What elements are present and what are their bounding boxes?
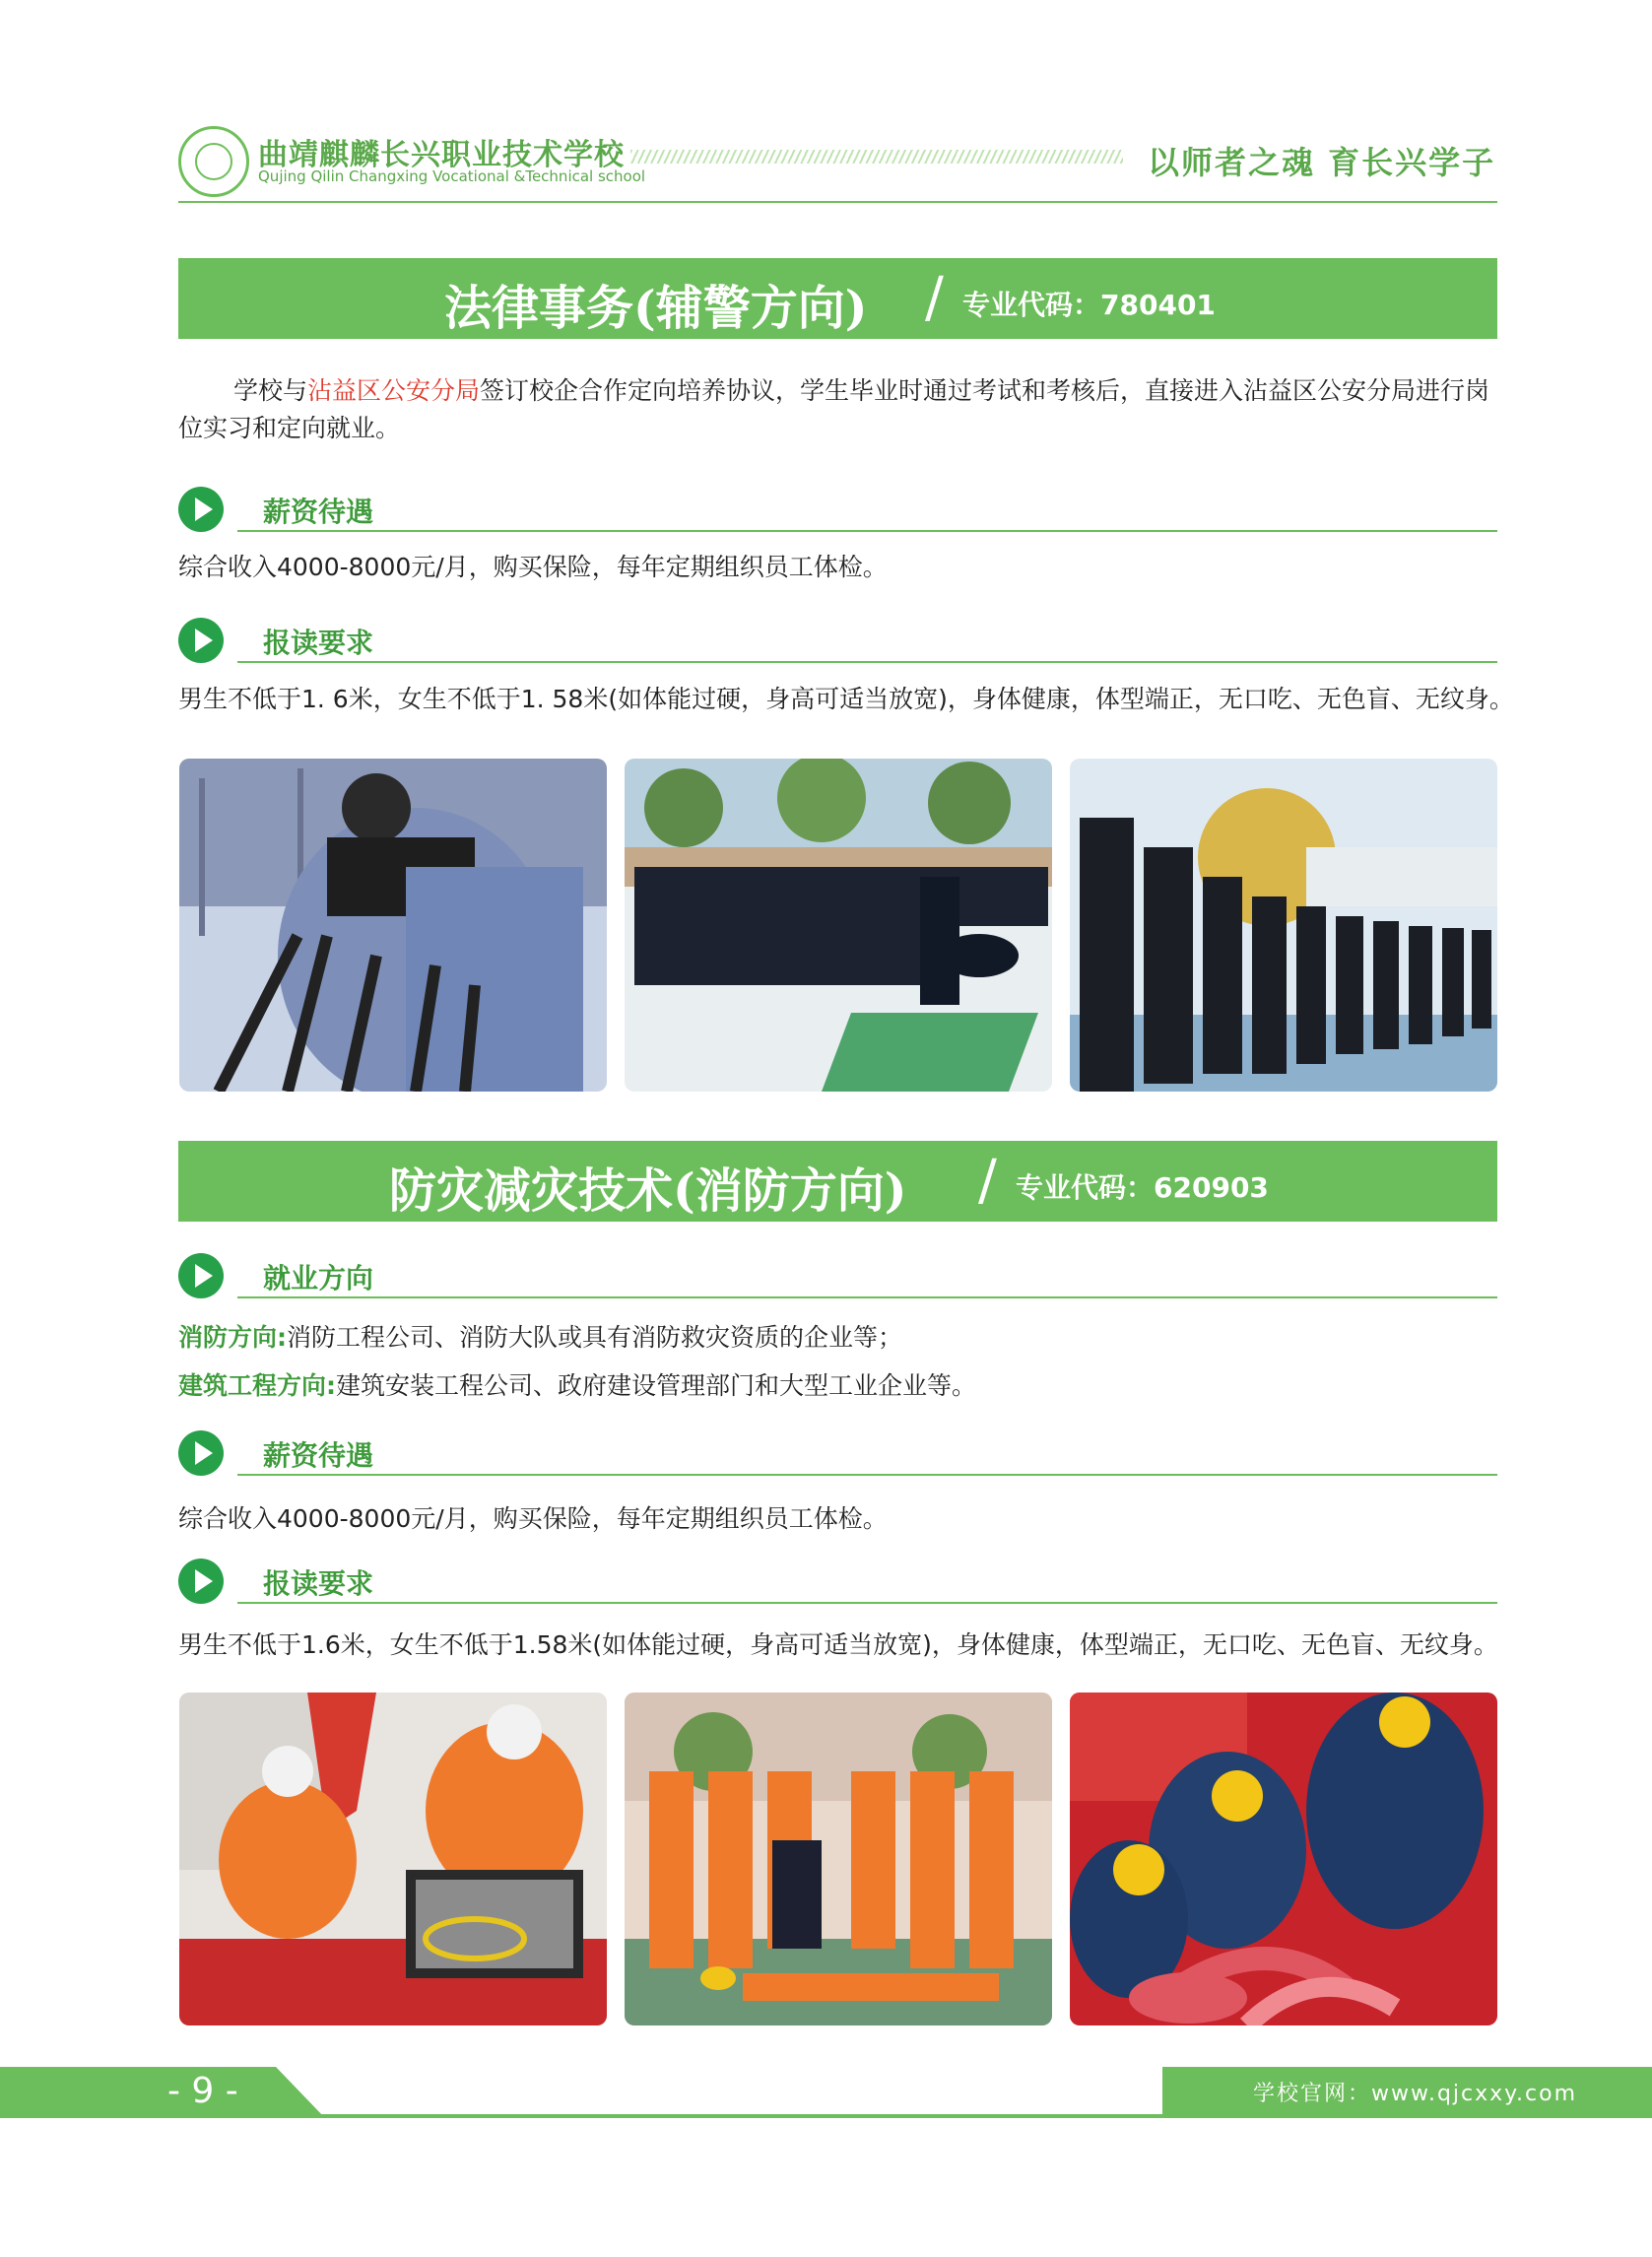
subheading-label: 报读要求 xyxy=(263,627,374,659)
section2-salary-heading xyxy=(178,1430,1497,1478)
school-motto: 以师者之魂 育长兴学子 xyxy=(1148,144,1496,181)
section2-requirements-text: 男生不低于1.6米，女生不低于1.58米(如体能过硬，身高可适当放宽)，身体健康，体型端正，无口吃、无色盲、无纹身。 xyxy=(178,1630,1498,1659)
photo-weapon-training xyxy=(179,759,607,1092)
subheading-rule xyxy=(237,661,1497,663)
footer-left-tab xyxy=(0,2067,325,2118)
photo-firefighter-equipment xyxy=(179,1693,607,2025)
page-footer xyxy=(0,2067,1652,2118)
subheading-rule xyxy=(237,530,1497,532)
section2-employment-heading xyxy=(178,1253,1497,1300)
section1-salary-text: 综合收入4000-8000元/月，购买保险，每年定期组织员工体检。 xyxy=(178,553,888,581)
play-arrow-icon xyxy=(178,487,224,532)
page-number: - 9 - xyxy=(167,2071,238,2111)
section1-salary-heading xyxy=(178,487,1497,534)
subheading-label: 报读要求 xyxy=(263,1567,374,1600)
employment-fire-line: 消防方向:消防工程公司、消防大队或具有消防救灾资质的企业等； xyxy=(178,1323,903,1352)
school-name-en: Qujing Qilin Changxing Vocational &Technical school xyxy=(258,167,646,185)
subheading-label: 薪资待遇 xyxy=(263,1439,374,1472)
footer-bar xyxy=(0,2114,1652,2118)
subheading-rule xyxy=(237,1602,1497,1604)
partner-name: 沾益区公安分局 xyxy=(307,376,481,405)
school-website: 学校官网：www.qjcxxy.com xyxy=(1253,2082,1578,2106)
photo-police-drill xyxy=(625,759,1052,1092)
section1-requirements-heading xyxy=(178,618,1497,665)
photo-firefighter-cpr xyxy=(625,1693,1052,2025)
play-arrow-icon xyxy=(178,618,224,663)
subheading-label: 薪资待遇 xyxy=(263,496,374,528)
header-hatch-divider xyxy=(630,150,1123,164)
subheading-rule xyxy=(237,1296,1497,1298)
school-logo xyxy=(178,126,249,197)
play-arrow-icon xyxy=(178,1559,224,1604)
header-rule xyxy=(178,201,1497,203)
play-arrow-icon xyxy=(178,1253,224,1298)
section2-code: 专业代码：620903 xyxy=(1016,1171,1269,1204)
section2-requirements-heading xyxy=(178,1559,1497,1606)
section2-slash: / xyxy=(978,1149,997,1213)
section1-banner xyxy=(178,258,1497,339)
section2-banner xyxy=(178,1141,1497,1222)
section2-salary-text: 综合收入4000-8000元/月，购买保险，每年定期组织员工体检。 xyxy=(178,1504,888,1533)
subheading-rule xyxy=(237,1474,1497,1476)
section2-title: 防灾减灾技术(消防方向) xyxy=(389,1163,907,1219)
section1-title: 法律事务(辅警方向) xyxy=(444,281,868,336)
photo-police-salute xyxy=(1070,759,1497,1092)
section1-requirements-text: 男生不低于1. 6米，女生不低于1. 58米(如体能过硬，身高可适当放宽)，身体健康，体型端正，无口吃、无色盲、无纹身。 xyxy=(178,685,1514,713)
school-name-cn: 曲靖麒麟长兴职业技术学校 xyxy=(258,138,625,172)
photo-firefighter-hose xyxy=(1070,1693,1497,2025)
play-arrow-icon xyxy=(178,1430,224,1476)
section1-code: 专业代码：780401 xyxy=(962,289,1216,321)
subheading-label: 就业方向 xyxy=(263,1262,374,1294)
section1-slash: / xyxy=(925,266,944,330)
logo-emblem-icon xyxy=(195,143,232,180)
section1-intro: 学校与沾益区公安分局签订校企合作定向培养协议，学生毕业时通过考试和考核后，直接进入沾益区公安分局进行岗位实习和定向就业。 xyxy=(178,376,1490,442)
employment-build-line: 建筑工程方向:建筑安装工程公司、政府建设管理部门和大型工业企业等。 xyxy=(178,1371,977,1400)
